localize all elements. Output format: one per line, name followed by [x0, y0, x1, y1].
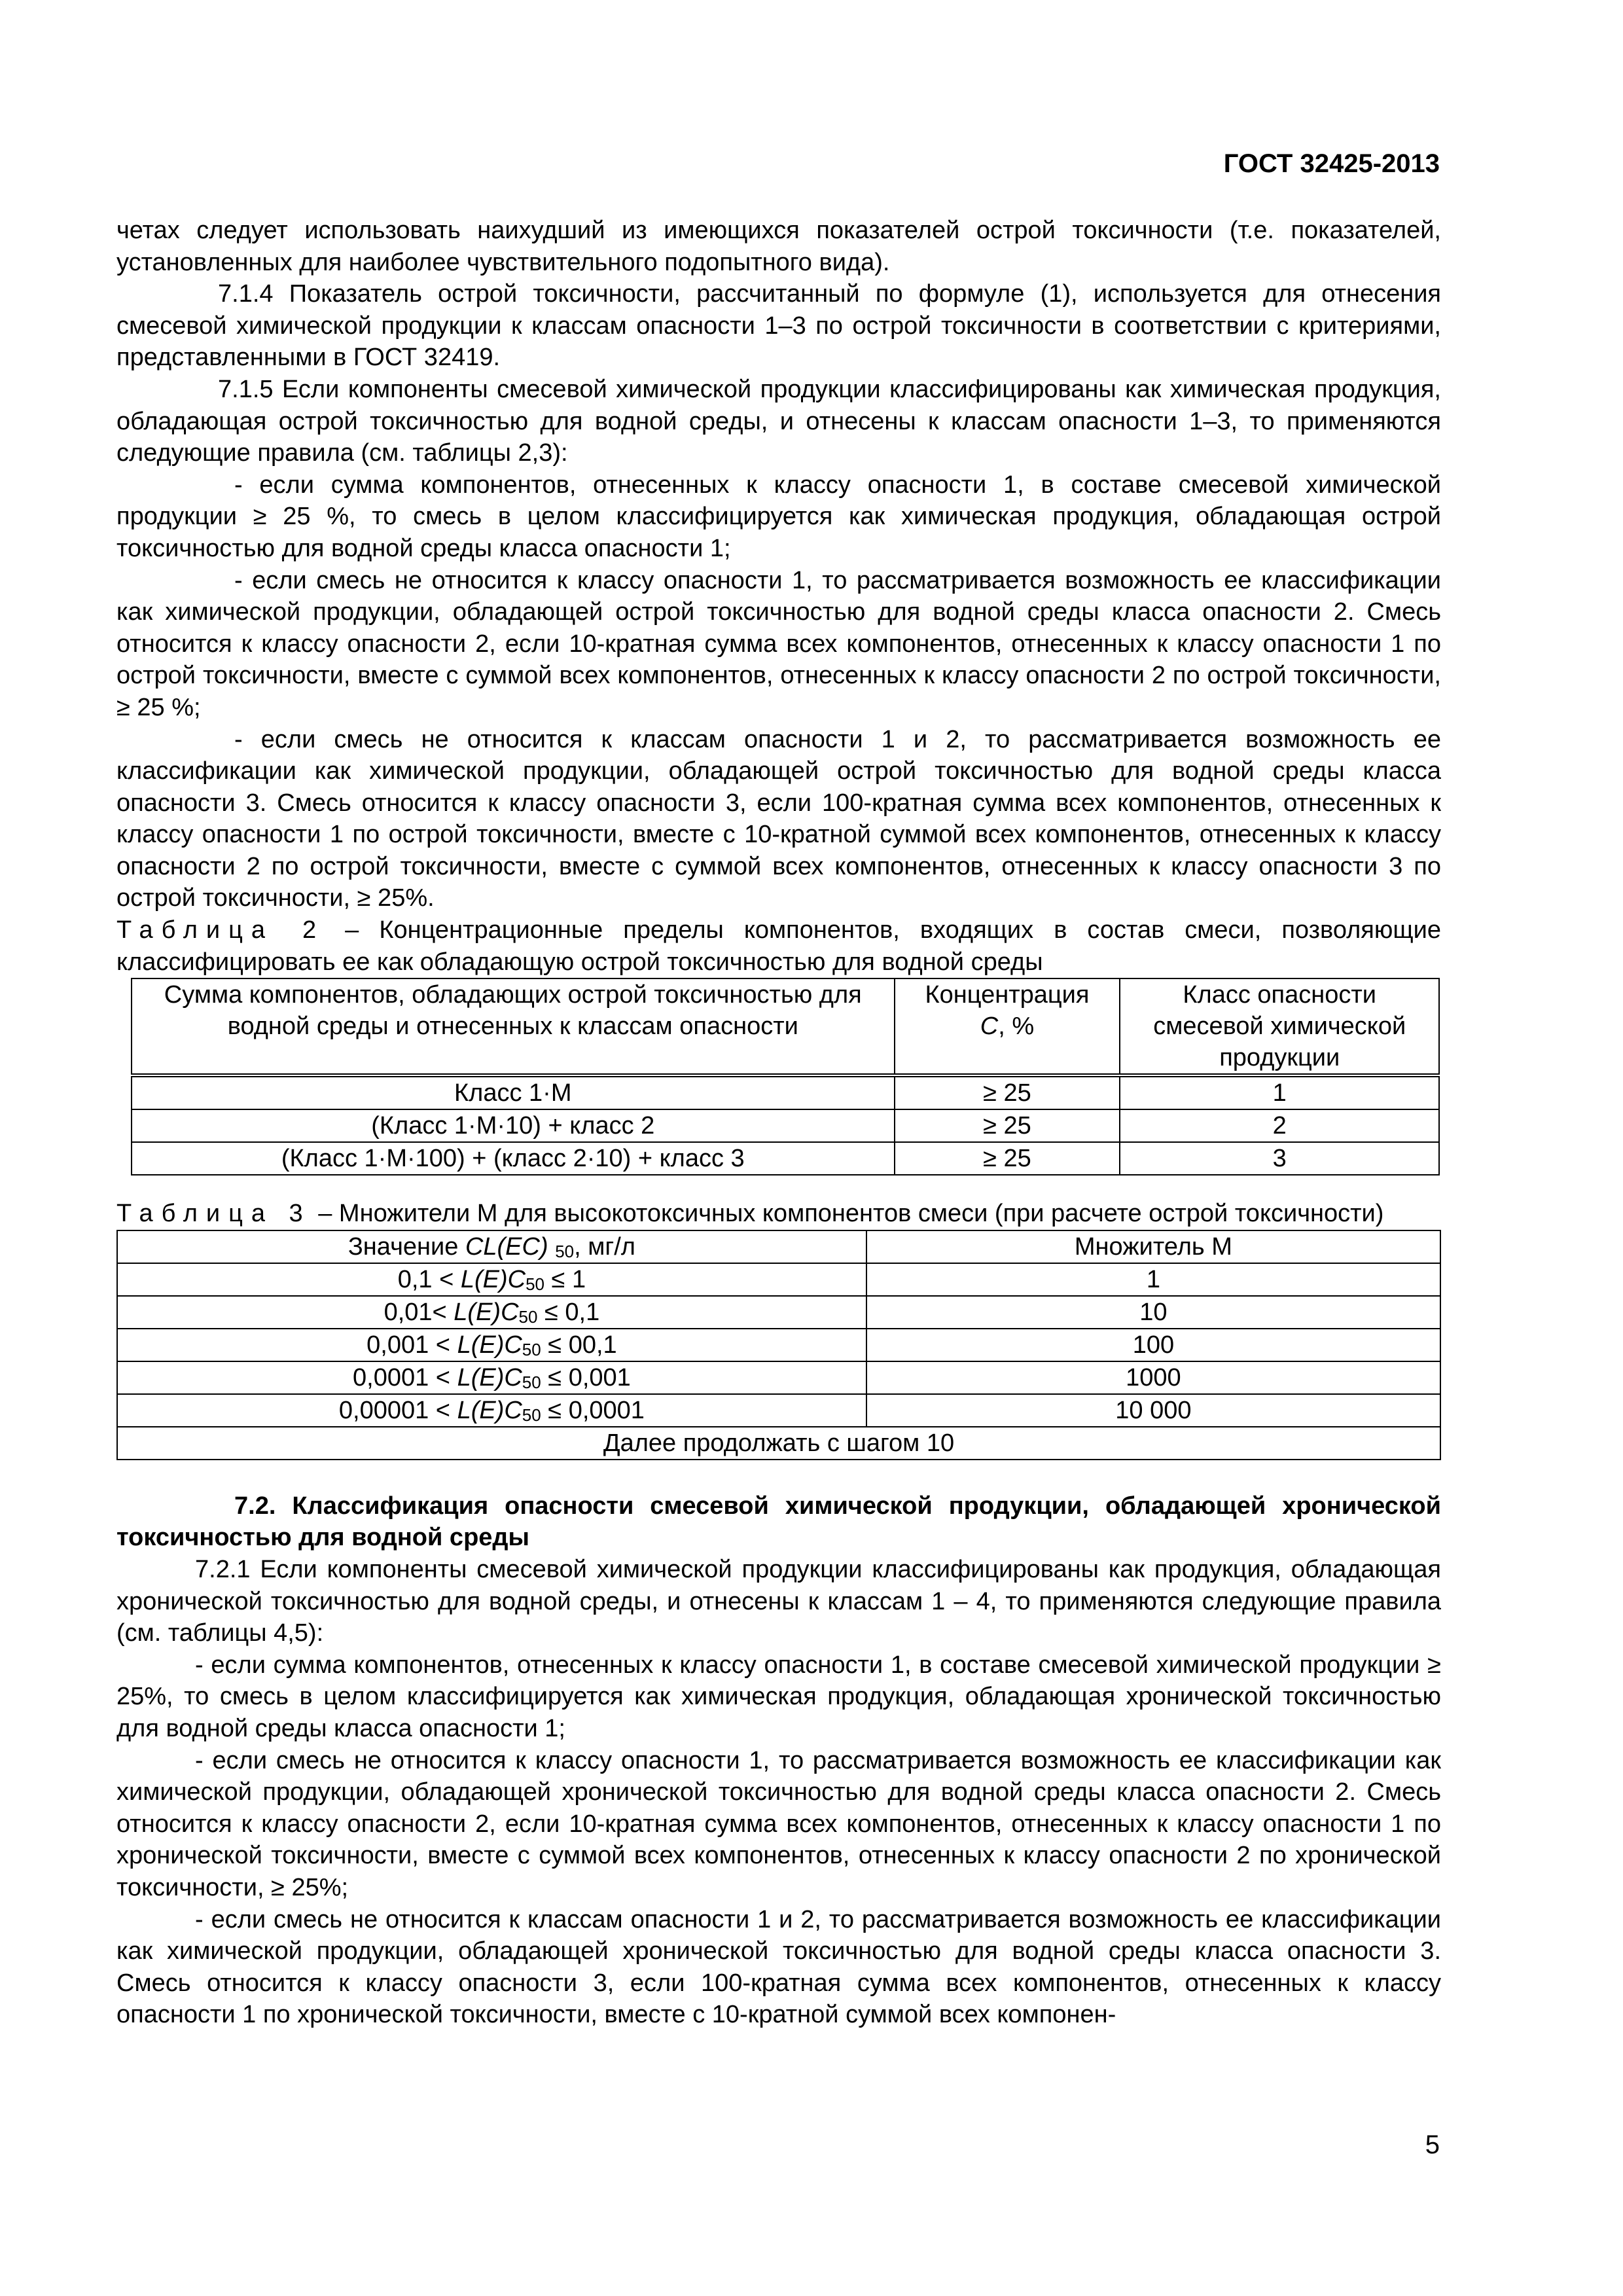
- table-3: [116, 1230, 1441, 1460]
- cell: ≥ 25: [895, 1142, 1120, 1175]
- table-2: [131, 978, 1440, 1175]
- cell: ≥ 25: [895, 1109, 1120, 1142]
- cell: $0,001 < L(E)C_{50} \le 00,1$: [117, 1329, 866, 1361]
- table-row: [117, 1296, 1440, 1329]
- header-class: Класс опасности смесевой химической продукции: [1120, 978, 1439, 1075]
- cell: ≥ 25: [895, 1075, 1120, 1109]
- rule-item: - если смесь не относится к классам опасности 1 и 2, то рассматривается возможность ее классификации как химической продукции, обладающей хронической токсичностью для водной среды класса опасности 3. Смесь относится к классу опасности 3, если 100-кратная сумма всех компонентов, отнесенных к классу опасности 1 по хронической токсичности, вместе с 10-кратной суммой всех компонен-: [116, 1905, 1441, 2029]
- cell: $0,1 < L(E)C_{50} \le 1$: [117, 1263, 866, 1296]
- paragraph: четах следует использовать наихудший из имеющихся показателей острой токсичности (т.е. показателей, установленных для наиболее чувствительного подопытного вида).: [116, 217, 1441, 276]
- cell: 1000: [866, 1361, 1440, 1394]
- cell: 10 000: [866, 1394, 1440, 1427]
- cell: 1: [866, 1263, 1440, 1296]
- table-row: [117, 1361, 1440, 1394]
- rule-item: - если сумма компонентов, отнесенных к классу опасности 1, в составе смесевой химической продукции ≥ 25%, то смесь в целом классифицируется как химическая продукция, обладающая хронической токсичностью для водной среды класса опасности 1;: [116, 1651, 1441, 1742]
- cell: 100: [866, 1329, 1440, 1361]
- doc-code: ГОСТ 32425-2013: [1223, 149, 1440, 178]
- cell: 1: [1120, 1075, 1439, 1109]
- cell: 2: [1120, 1109, 1439, 1142]
- cell: 3: [1120, 1142, 1439, 1175]
- paragraph-7-1-4: 7.1.4 Показатель острой токсичности, рассчитанный по формуле (1), используется для отнесения смесевой химической продукции к классам опасности 1–3 по острой токсичности в соответствии с критериями, представленными в ГОСТ 32419.: [116, 280, 1441, 372]
- page-number: 5: [1425, 2130, 1440, 2159]
- table-row: [132, 1075, 1439, 1109]
- cell: $0,00001 < L(E)C_{50} \le 0,0001$: [117, 1394, 866, 1427]
- section-heading: 7.2. Классификация опасности смесевой химической продукции, обладающей хронической токсичностью для водной среды: [116, 1492, 1441, 1552]
- table-row: [117, 1329, 1440, 1361]
- header-sum: Сумма компонентов, обладающих острой токсичностью для водной среды и отнесенных к классам опасности: [132, 978, 895, 1075]
- rule-item: - если смесь не относится к классам опасности 1 и 2, то рассматривается возможность ее классификации как химической продукции, обладающей острой токсичностью для водной среды класса опасности 3. Смесь относится к классу опасности 3, если 100-кратная сумма всех компонентов, отнесенных к классу опасности 1 по острой токсичности, вместе с 10-кратной суммой всех компонентов, отнесенных к классу опасности 2 по острой токсичности, вместе с суммой всех компонентов, отнесенных к классу опасности 3 по острой токсичности, ≥ 25%.: [116, 725, 1441, 912]
- table-header-row: [132, 978, 1439, 1075]
- header-multiplier: Множитель М: [866, 1230, 1440, 1263]
- header-value: Значение CL(EC) $_{50}$, мг/л: [117, 1230, 866, 1263]
- cell: $0,0001 < L(E)C_{50} \le 0,001$: [117, 1361, 866, 1394]
- table-row: [117, 1263, 1440, 1296]
- table2-caption-text: – Концентрационные пределы компонентов, входящих в состав смеси, позволяющие классифицировать ее как обладающую острой токсичностью для водной среды: [116, 916, 1441, 976]
- rule-item: - если смесь не относится к классу опасности 1, то рассматривается возможность ее классификации как химической продукции, обладающей хронической токсичностью для водной среды класса опасности 2. Смесь относится к классу опасности 2, если 10-кратная сумма всех компонентов, отнесенных к классу опасности 1 по хронической токсичности, вместе с суммой всех компонентов, отнесенных к классу опасности 2 по хронической токсичности, ≥ 25%;: [116, 1746, 1441, 1901]
- table2-label: Таблица 2: [116, 916, 325, 944]
- table3-label: Таблица 3: [116, 1200, 312, 1228]
- cell: (Класс 1·M·100) + (класс 2·10) + класс 3: [132, 1142, 895, 1175]
- cell: $0,01< L(E)C_{50} \le 0,1$: [117, 1296, 866, 1329]
- table2-caption: [116, 914, 1441, 978]
- table3-caption: [116, 1198, 1441, 1230]
- table-row: [132, 1109, 1439, 1142]
- table3-footer: Далее продолжать с шагом 10: [117, 1427, 1440, 1460]
- cell: Класс 1·M: [132, 1075, 895, 1109]
- cell: 10: [866, 1296, 1440, 1329]
- paragraph-7-1-5: 7.1.5 Если компоненты смесевой химической продукции классифицированы как химическая продукция, обладающая острой токсичностью для водной среды, и отнесены к классам опасности 1–3, то применяются следующие правила (см. таблицы 2,3):: [116, 375, 1441, 467]
- table-header-row: [117, 1230, 1440, 1263]
- table-row: [117, 1394, 1440, 1427]
- cell: (Класс 1·M·10) + класс 2: [132, 1109, 895, 1142]
- rule-item: - если сумма компонентов, отнесенных к классу опасности 1, в составе смесевой химической продукции ≥ 25 %, то смесь в целом классифицируется как химическая продукция, обладающая острой токсичностью для водной среды класса опасности 1;: [116, 471, 1441, 562]
- table-footer-row: [117, 1427, 1440, 1460]
- page-content: [116, 215, 1441, 2031]
- rule-item: - если смесь не относится к классу опасности 1, то рассматривается возможность ее классификации как химической продукции, обладающей острой токсичностью для водной среды класса опасности 2. Смесь относится к классу опасности 2, если 10-кратная сумма всех компонентов, отнесенных к классу опасности 1 по острой токсичности, вместе с суммой всех компонентов, отнесенных к классу опасности 2 по острой токсичности, ≥ 25 %;: [116, 566, 1441, 721]
- table3-caption-text: – Множители М для высокотоксичных компонентов смеси (при расчете острой токсичности): [311, 1200, 1384, 1228]
- paragraph-7-2-1: 7.2.1 Если компоненты смесевой химической продукции классифицированы как продукция, обладающая хронической токсичностью для водной среды, и отнесены к классам 1 – 4, то применяются следующие правила (см. таблицы 4,5):: [116, 1556, 1441, 1647]
- table-row: [132, 1142, 1439, 1175]
- header-concentration: Концентрация С, %: [895, 978, 1120, 1075]
